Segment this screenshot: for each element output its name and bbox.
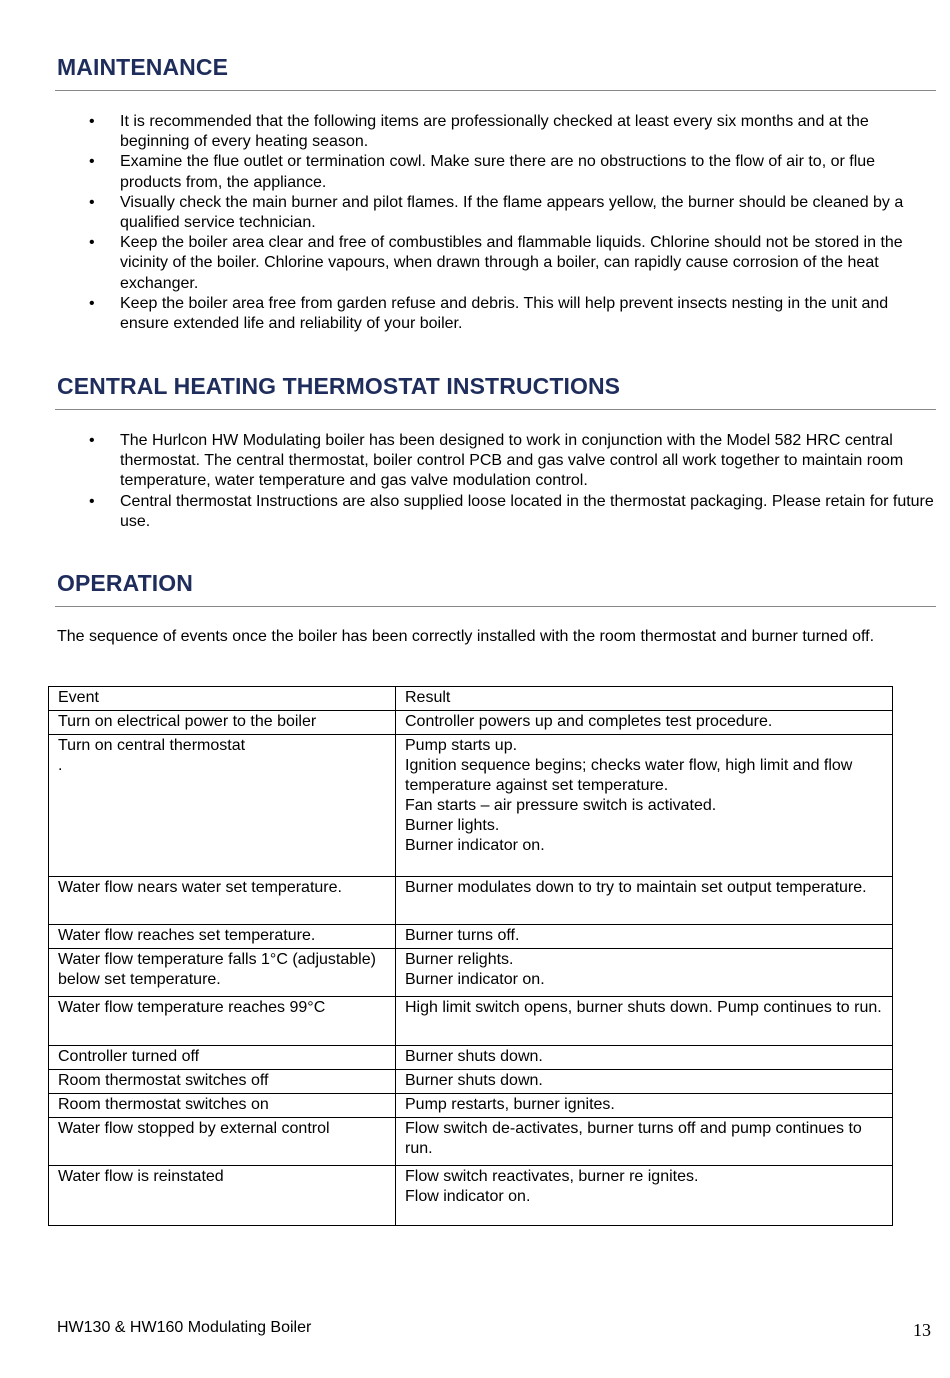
- list-item: • It is recommended that the following items are professionally checked at least every six months and at the beginning of every heating season.: [89, 113, 869, 151]
- event-cell: Water flow nears water set temperature.: [49, 877, 396, 925]
- table-row: [49, 877, 893, 925]
- page-number: 13: [913, 1320, 931, 1340]
- header-event: Event: [49, 687, 396, 711]
- table-row: [49, 925, 893, 949]
- table-row: [49, 1094, 893, 1118]
- maintenance-heading: MAINTENANCE: [57, 54, 229, 80]
- list-item: • Visually check the main burner and pilot flames. If the flame appears yellow, the burner should be cleaned by a qualified service technician.: [89, 193, 904, 232]
- result-cell: Burner turns off.: [396, 925, 893, 949]
- table-row: [49, 735, 893, 877]
- bullet-icon: •: [89, 153, 95, 171]
- thermostat-heading: CENTRAL HEATING THERMOSTAT INSTRUCTIONS: [57, 373, 621, 399]
- table-header-row: [49, 687, 893, 711]
- bullet-icon: •: [89, 294, 95, 312]
- event-cell: Turn on electrical power to the boiler: [49, 711, 396, 735]
- table-row: [49, 1118, 893, 1166]
- event-cell: Water flow stopped by external control: [49, 1118, 396, 1166]
- result-cell: Flow switch de-activates, burner turns off and pump continues to run.: [396, 1118, 893, 1166]
- bullet-icon: •: [89, 193, 95, 211]
- operation-intro: The sequence of events once the boiler has been correctly installed with the room thermostat and burner turned off.: [57, 628, 875, 645]
- event-cell: Turn on central thermostat .: [49, 735, 396, 877]
- operation-table: [48, 686, 893, 1226]
- list-item: • Central thermostat Instructions are also supplied loose located in the thermostat packaging. Please retain for future use.: [89, 492, 934, 530]
- result-cell: Flow switch reactivates, burner re ignites. Flow indicator on.: [396, 1166, 893, 1226]
- event-cell: Controller turned off: [49, 1046, 396, 1070]
- event-cell: Water flow is reinstated: [49, 1166, 396, 1226]
- footer-title: HW130 & HW160 Modulating Boiler: [57, 1319, 312, 1336]
- event-cell: Water flow temperature falls 1°C (adjustable) below set temperature.: [49, 949, 396, 997]
- bullet-icon: •: [89, 113, 95, 130]
- result-cell: Pump restarts, burner ignites.: [396, 1094, 893, 1118]
- list-item: • The Hurlcon HW Modulating boiler has been designed to work in conjunction with the Model 582 HRC central thermostat. The central thermostat, boiler control PCB and gas valve control all work together to maintain room temperature, water temperature and gas valve modulation control.: [89, 432, 904, 490]
- operation-heading: OPERATION: [57, 570, 193, 596]
- result-cell: Pump starts up. Ignition sequence begins; checks water flow, high limit and flow temperature against set temperature. Fan starts – air pressure switch is activated. Burner lights. Burner indicator on.: [396, 735, 893, 877]
- thermostat-list: [0, 431, 950, 532]
- result-cell: Burner shuts down.: [396, 1046, 893, 1070]
- event-cell: Water flow temperature reaches 99°C: [49, 997, 396, 1046]
- event-cell: Room thermostat switches on: [49, 1094, 396, 1118]
- table-row: [49, 997, 893, 1046]
- bullet-icon: •: [89, 234, 95, 252]
- bullet-icon: •: [89, 492, 95, 510]
- result-cell: Burner shuts down.: [396, 1070, 893, 1094]
- list-item: • Keep the boiler area free from garden refuse and debris. This will help prevent insects nesting in the unit and ensure extended life and reliability of your boiler.: [89, 294, 889, 333]
- maintenance-divider: [55, 90, 936, 91]
- header-result: Result: [396, 687, 893, 711]
- operation-divider: [55, 606, 936, 607]
- list-item: • Examine the flue outlet or termination cowl. Make sure there are no obstructions to the flow of air to, or flue products from, the appliance.: [89, 153, 876, 191]
- result-cell: Burner modulates down to try to maintain set output temperature.: [396, 877, 893, 925]
- table-row: [49, 949, 893, 997]
- result-cell: Controller powers up and completes test procedure.: [396, 711, 893, 735]
- event-cell: Water flow reaches set temperature.: [49, 925, 396, 949]
- table-row: [49, 1070, 893, 1094]
- result-cell: Burner relights. Burner indicator on.: [396, 949, 893, 997]
- maintenance-list: [0, 112, 950, 334]
- table-row: [49, 711, 893, 735]
- list-item: • Keep the boiler area clear and free of combustibles and flammable liquids. Chlorine should not be stored in the vicinity of the boiler. Chlorine vapours, when drawn through a boiler, can rapidly cause corrosion of the heat exchanger.: [89, 234, 903, 292]
- bullet-icon: •: [89, 432, 95, 449]
- thermostat-divider: [55, 409, 936, 410]
- table-row: [49, 1046, 893, 1070]
- result-cell: High limit switch opens, burner shuts down. Pump continues to run.: [396, 997, 893, 1046]
- table-row: [49, 1166, 893, 1226]
- event-cell: Room thermostat switches off: [49, 1070, 396, 1094]
